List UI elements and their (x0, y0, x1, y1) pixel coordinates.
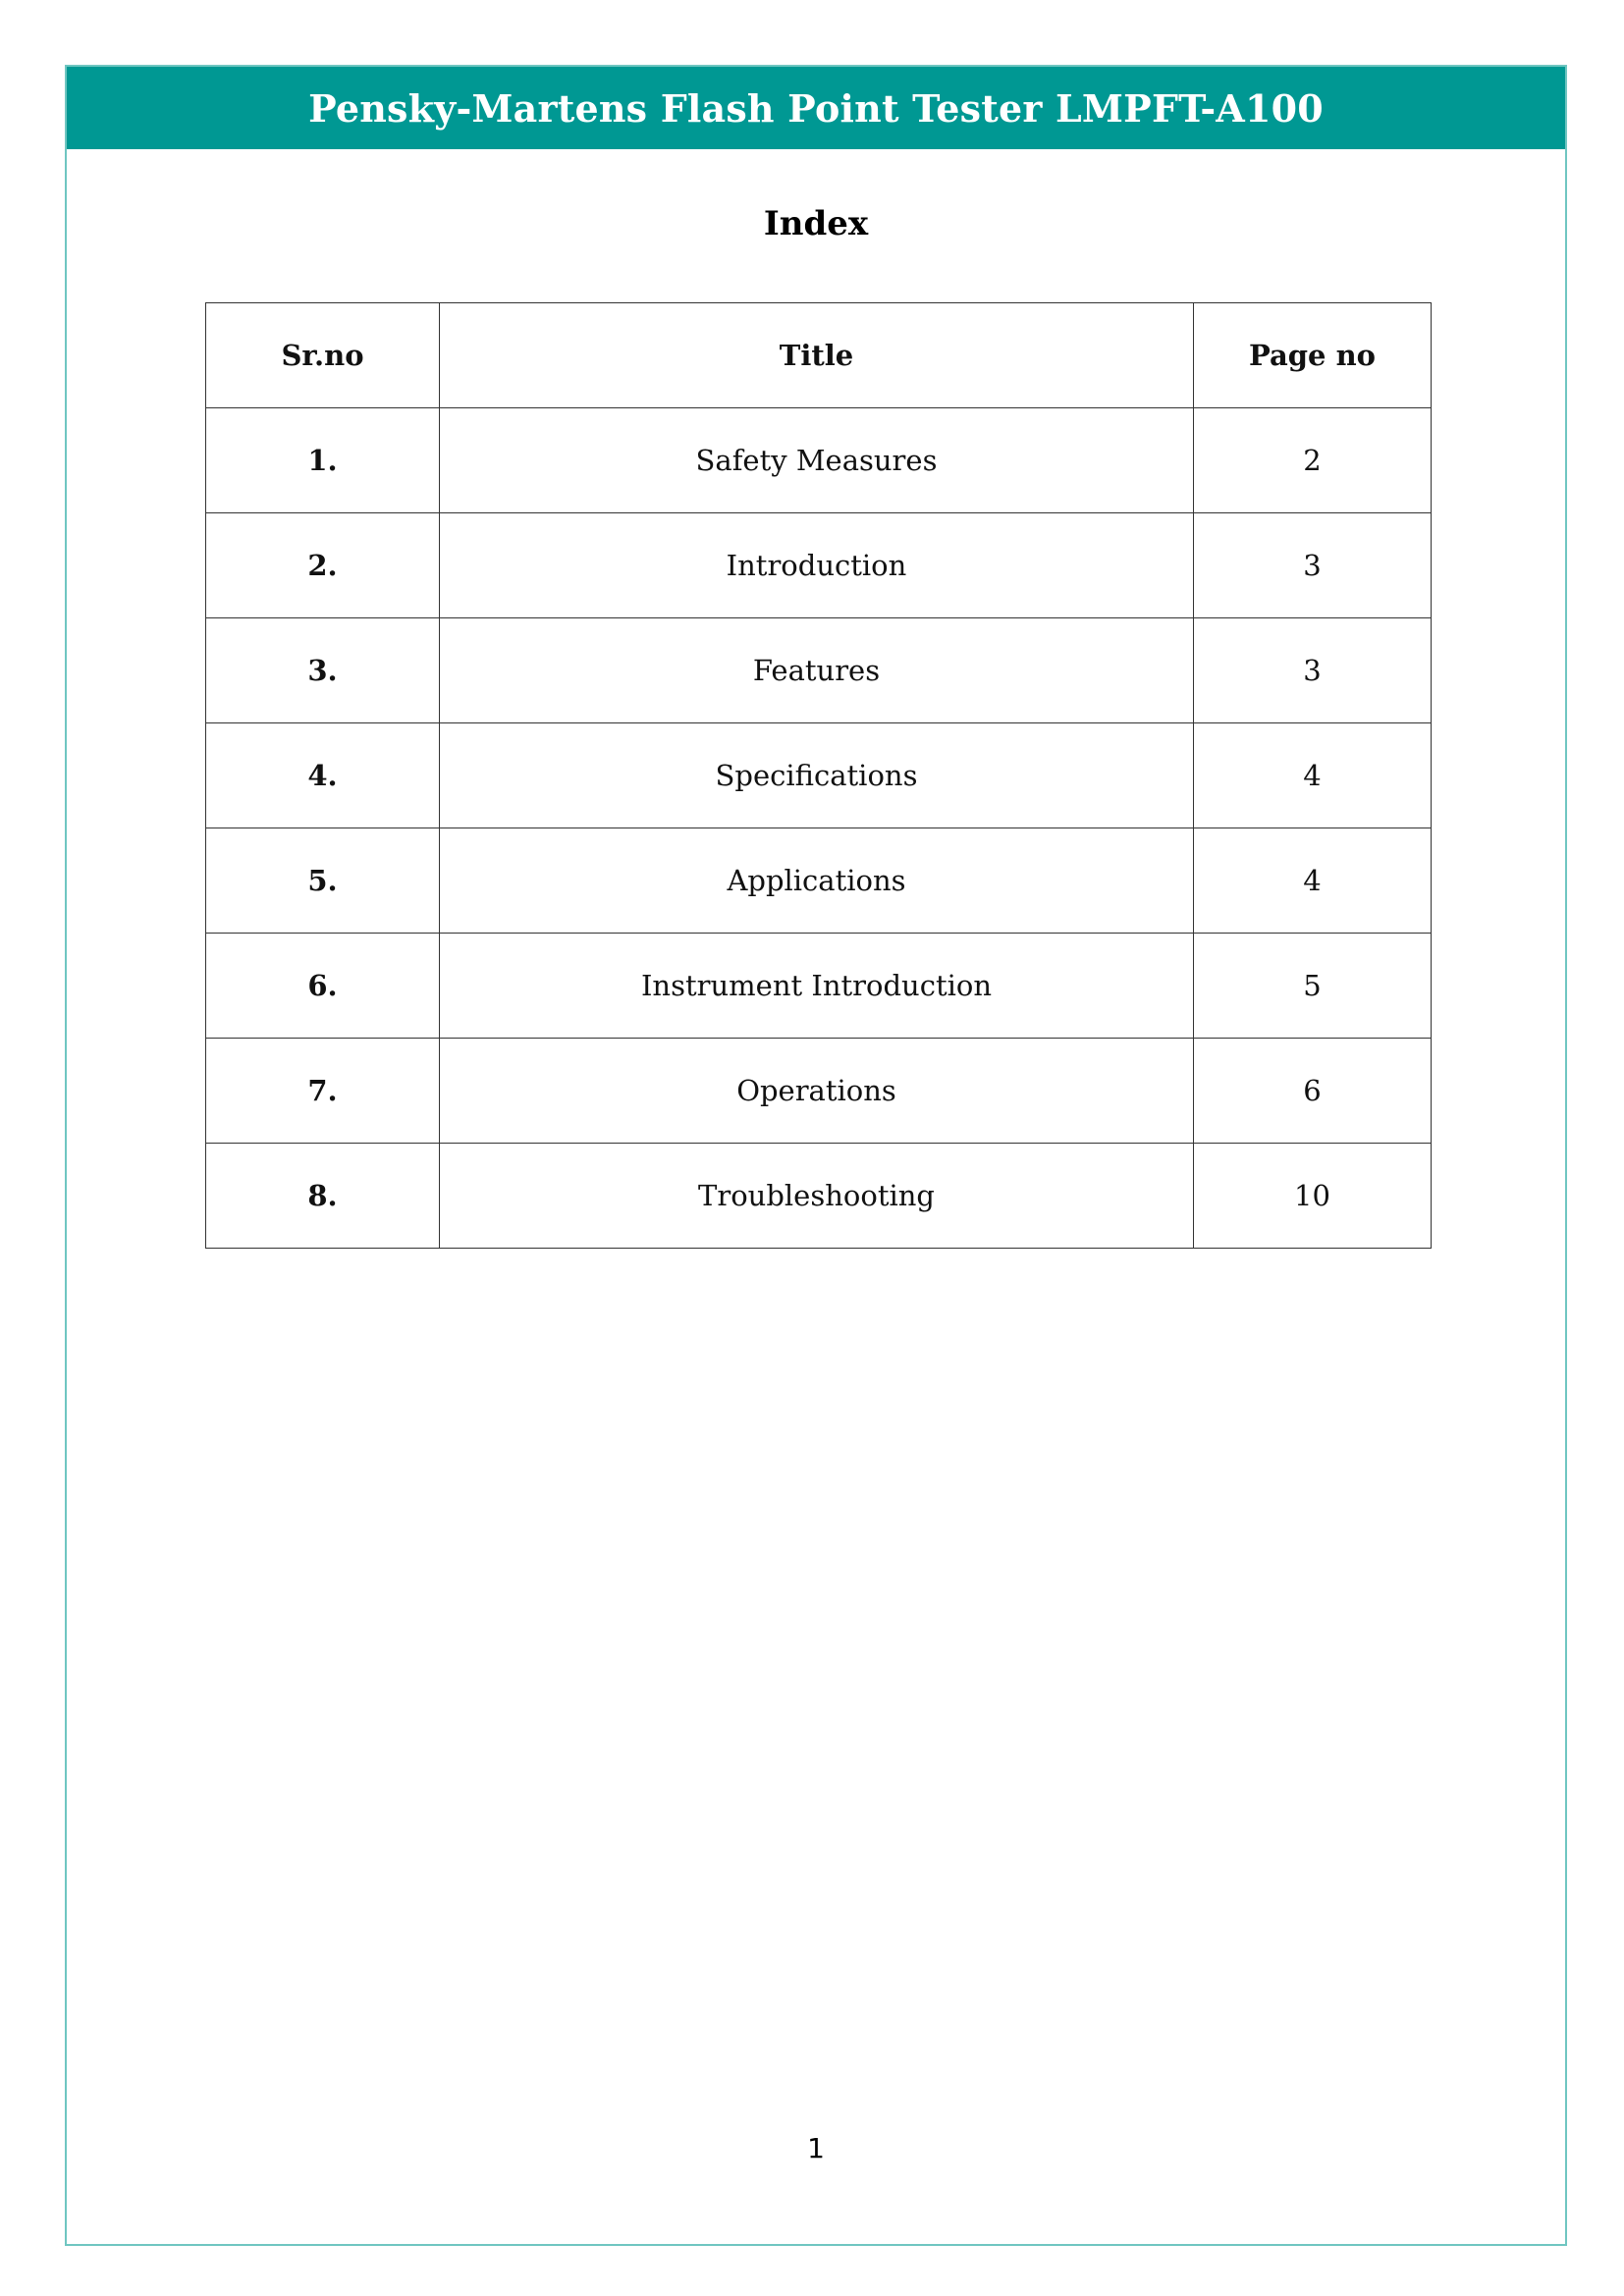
document-title: Pensky-Martens Flash Point Tester LMPFT-A100 (308, 85, 1324, 131)
row-page: 6 (1194, 1039, 1432, 1144)
table-row (206, 1144, 1432, 1249)
table-row (206, 1039, 1432, 1144)
row-page: 3 (1194, 513, 1432, 618)
table-row (206, 408, 1432, 513)
row-srno: 6. (206, 934, 440, 1039)
row-title: Applications (440, 828, 1194, 934)
row-page: 4 (1194, 828, 1432, 934)
column-header-srno: Sr.no (206, 303, 440, 408)
row-page: 10 (1194, 1144, 1432, 1249)
table-row (206, 723, 1432, 828)
row-title: Features (440, 618, 1194, 723)
row-page: 5 (1194, 934, 1432, 1039)
row-srno: 7. (206, 1039, 440, 1144)
row-page: 3 (1194, 618, 1432, 723)
index-table (205, 302, 1432, 1249)
row-page: 4 (1194, 723, 1432, 828)
row-srno: 1. (206, 408, 440, 513)
column-header-page: Page no (1194, 303, 1432, 408)
row-srno: 4. (206, 723, 440, 828)
document-title-bar (67, 67, 1565, 149)
table-row (206, 828, 1432, 934)
table-row (206, 618, 1432, 723)
row-title: Instrument Introduction (440, 934, 1194, 1039)
page-number: 1 (807, 2132, 825, 2164)
row-title: Troubleshooting (440, 1144, 1194, 1249)
row-title: Operations (440, 1039, 1194, 1144)
column-header-title: Title (440, 303, 1194, 408)
row-srno: 8. (206, 1144, 440, 1249)
row-title: Specifications (440, 723, 1194, 828)
row-title: Introduction (440, 513, 1194, 618)
table-header-row (206, 303, 1432, 408)
table-row (206, 513, 1432, 618)
row-srno: 2. (206, 513, 440, 618)
row-page: 2 (1194, 408, 1432, 513)
row-srno: 5. (206, 828, 440, 934)
index-heading: Index (763, 204, 869, 243)
page-frame (65, 65, 1567, 2246)
row-title: Safety Measures (440, 408, 1194, 513)
row-srno: 3. (206, 618, 440, 723)
table-row (206, 934, 1432, 1039)
